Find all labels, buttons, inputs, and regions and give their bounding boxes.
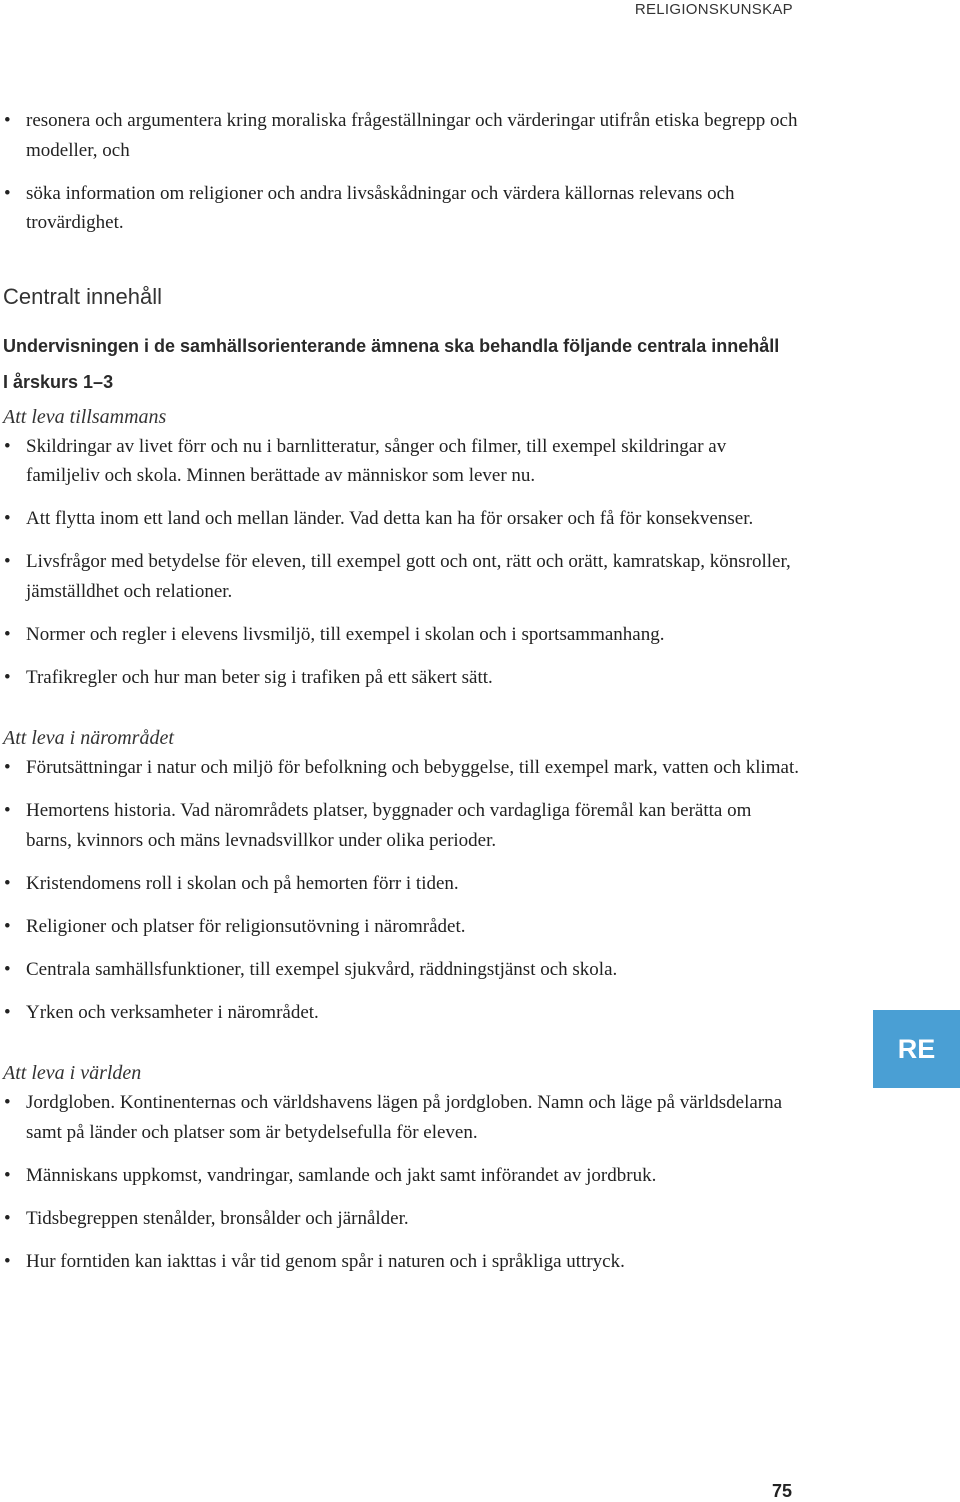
list-item-text: Religioner och platser för religionsutövning i närområdet.	[26, 915, 466, 937]
running-head: RELIGIONSKUNSKAP	[634, 1, 793, 18]
bullet-icon: •	[4, 666, 11, 688]
page-content	[0, 106, 800, 1276]
list-item-text: Att flytta inom ett land och mellan länder. Vad detta kan ha för orsaker och få för konsekvenser.	[26, 508, 754, 529]
group-heading-naromradet: Att leva i närområdet	[3, 727, 174, 749]
list-item-text: Skildringar av livet förr och nu i barnlitteratur, sånger och filmer, till exempel skildringar av familjeliv och skola. Minnen berättade av människor som lever nu.	[26, 435, 727, 486]
bullet-icon: •	[4, 1164, 11, 1186]
list-item	[0, 869, 800, 899]
list-item-text: Hur forntiden kan iakttas i vår tid genom spår i naturen och i språkliga uttryck.	[26, 1250, 625, 1272]
bullet-icon: •	[4, 551, 11, 572]
group-heading-tillsammans: Att leva tillsammans	[3, 405, 167, 428]
list-item	[0, 1247, 800, 1277]
list-item	[0, 106, 800, 165]
list-item-text: söka information om religioner och andra livsåskådningar och värdera källornas relevans och trovärdighet.	[26, 182, 735, 233]
section-intro: Undervisningen i de samhällsorienterande ämnena ska behandla följande centrala innehåll	[3, 335, 780, 356]
list-item	[0, 547, 800, 606]
bullet-icon: •	[4, 110, 11, 131]
intro-bullet-list	[0, 106, 800, 238]
list-item-text: Jordgloben. Kontinenternas och världshavens lägen på jordgloben. Namn och läge på världsdelarna samt på länder och platser som är betydelsefulla för eleven.	[26, 1092, 783, 1143]
bullet-icon: •	[4, 182, 11, 204]
list-item-text: resonera och argumentera kring moraliska frågeställningar och värderingar utifrån etiska begrepp och modeller, och	[26, 110, 798, 161]
list-item-text: Centrala samhällsfunktioner, till exempel sjukvård, räddningstjänst och skola.	[26, 958, 618, 980]
bullet-icon: •	[4, 915, 11, 937]
list-item	[0, 620, 800, 650]
list-item	[0, 663, 800, 693]
bullet-icon: •	[4, 1207, 11, 1229]
bullet-icon: •	[4, 1092, 11, 1113]
group-list-varlden	[0, 1088, 800, 1276]
bullet-icon: •	[4, 1001, 11, 1023]
list-item	[0, 1204, 800, 1234]
list-item	[0, 955, 800, 985]
subject-tab-re: RE	[873, 1010, 960, 1088]
group-list-tillsammans	[0, 432, 800, 693]
bullet-icon: •	[4, 958, 11, 980]
list-item	[0, 998, 800, 1028]
list-item-text: Förutsättningar i natur och miljö för befolkning och bebyggelse, till exempel mark, vatten och klimat.	[26, 757, 800, 778]
page-number: 75	[771, 1481, 792, 1501]
list-item-text: Kristendomens roll i skolan och på hemorten förr i tiden.	[26, 872, 459, 894]
bullet-icon: •	[4, 1250, 11, 1272]
bullet-icon: •	[4, 623, 11, 645]
list-item-text: Hemortens historia. Vad närområdets platser, byggnader och vardagliga föremål kan berätta om barns, kvinnors och mäns levnadsvillkor under olika perioder.	[26, 800, 752, 851]
list-item	[0, 912, 800, 942]
list-item	[0, 753, 800, 783]
bullet-icon: •	[4, 757, 11, 778]
bullet-icon: •	[4, 435, 11, 457]
list-item	[0, 179, 800, 238]
list-item-text: Människans uppkomst, vandringar, samlande och jakt samt införandet av jordbruk.	[26, 1164, 657, 1186]
list-item	[0, 1161, 800, 1191]
list-item-text: Normer och regler i elevens livsmiljö, till exempel i skolan och i sportsammanhang.	[26, 623, 665, 645]
list-item-text: Yrken och verksamheter i närområdet.	[26, 1001, 319, 1023]
list-item	[0, 504, 800, 534]
list-item-text: Livsfrågor med betydelse för eleven, till exempel gott och ont, rätt och orätt, kamratskap, könsroller, jämställdhet och relationer.	[26, 551, 791, 602]
bullet-icon: •	[4, 800, 11, 821]
group-list-naromradet	[0, 753, 800, 1027]
list-item	[0, 796, 800, 855]
section-title: Centralt innehåll	[3, 283, 162, 309]
list-item-text: Trafikregler och hur man beter sig i trafiken på ett säkert sätt.	[26, 666, 493, 688]
list-item	[0, 1088, 800, 1147]
list-item	[0, 432, 800, 491]
group-heading-varlden: Att leva i världen	[3, 1062, 142, 1084]
grade-heading: I årskurs 1–3	[3, 371, 114, 392]
bullet-icon: •	[4, 508, 11, 529]
bullet-icon: •	[4, 872, 11, 894]
list-item-text: Tidsbegreppen stenålder, bronsålder och järnålder.	[26, 1207, 409, 1229]
